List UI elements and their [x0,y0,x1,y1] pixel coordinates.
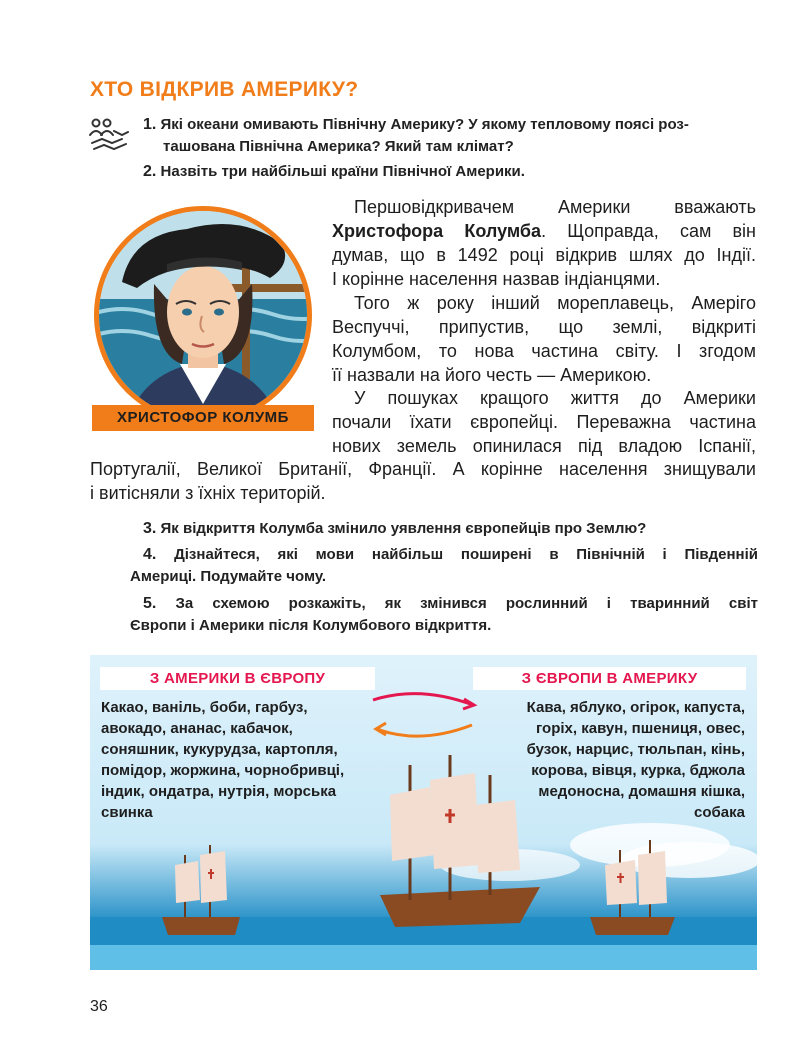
question-number: 2. [143,163,157,180]
text-fragment: . Щоправда, сам він [541,221,756,241]
paragraph-4 [90,457,756,505]
text-line: І корінне населення назвав індіанцями. [332,269,661,289]
question-text: ташована Північна Америка? Який там клімат? [163,138,514,155]
text-line: нових земель опинилася під владою Іспанії, [332,436,756,456]
question-text: Європи і Америки після Колумбового відкриття. [130,617,492,634]
list-item: Кава, яблуко, огірок, капуста, [526,699,745,716]
question-text: Як відкриття Колумба змінило уявлення європейців про Землю? [160,520,647,537]
list-item: помідор, жоржина, чорнобривці, [101,762,345,779]
from-america-title: З АМЕРИКИ В ЄВРОПУ [100,667,375,690]
columbus-portrait [92,204,314,426]
text-line: Того ж року інший мореплавець, Амеріго [354,293,756,313]
list-item: соняшник, кукурудза, картопля, [101,741,338,758]
question-text: Дізнайтеся, які мови найбільш поширені в Північній і Південній [174,546,758,563]
arrow-to-europe [377,725,472,736]
page-number: 36 [90,998,108,1015]
list-item: горіх, кавун, пшениця, овес, [536,720,745,737]
question-5 [130,593,758,637]
question-number: 3. [143,520,157,537]
text-line: Колумбом, то нова частина світу. І згодом [332,341,756,361]
ship-left [162,845,240,935]
exchange-scheme [90,655,757,970]
columbus-name: Христофора Колумба [332,221,542,241]
question-2 [143,161,758,183]
text-line: Першовідкривачем Америки вважають [354,197,756,217]
paragraph-2 [332,291,756,387]
question-1 [143,114,758,158]
list-item: індик, ондатра, нутрія, морська [101,783,337,800]
list-item: собака [694,804,745,821]
text-line: У пошуках кращого життя до Америки [354,388,756,408]
question-text: Америці. Подумайте чому. [130,568,327,585]
list-item: свинка [101,804,153,821]
from-america-list [101,697,371,823]
question-4 [130,544,758,588]
text-line: Португалії, Великої Британії, Франції. А корінне населення знищували [90,459,756,479]
question-text: За схемою розкажіть, як змінився рослинний і тваринний світ [175,595,758,612]
question-number: 5. [143,595,157,612]
question-number: 4. [143,546,157,563]
list-item: корова, вівця, курка, бджола [531,762,745,779]
portrait-caption: ХРИСТОФОР КОЛУМБ [92,405,314,431]
list-item: Какао, ваніль, боби, гарбуз, [101,699,308,716]
question-number: 1. [143,116,157,133]
group-discussion-icon [88,117,130,151]
question-text: Назвіть три найбільші країни Північної Америки. [160,163,525,180]
from-europe-title: З ЄВРОПИ В АМЕРИКУ [473,667,746,690]
from-europe-list [495,697,745,823]
paragraph-1 [332,195,756,291]
list-item: бузок, нарцис, тюльпан, кінь, [526,741,745,758]
list-item: авокадо, ананас, кабачок, [101,720,293,737]
text-line: Веспуччі, припустив, що землі, відкриті [332,317,756,337]
text-line: почали їхати європейці. Переважна частина [332,412,756,432]
question-text: Які океани омивають Північну Америку? У якому тепловому поясі роз- [160,116,689,133]
question-3 [143,518,758,540]
paragraph-3 [332,386,756,458]
text-line: думав, що в 1492 році відкрив шлях до Індії. [332,245,756,265]
arrow-to-america [373,694,473,705]
text-line [332,219,756,243]
text-line: і витісняли з їхніх територій. [90,483,326,503]
section-title: ХТО ВІДКРИВ АМЕРИКУ? [90,78,359,101]
text-line: її назвали на його честь — Америкою. [332,365,652,385]
list-item: медоносна, домашня кішка, [538,783,745,800]
